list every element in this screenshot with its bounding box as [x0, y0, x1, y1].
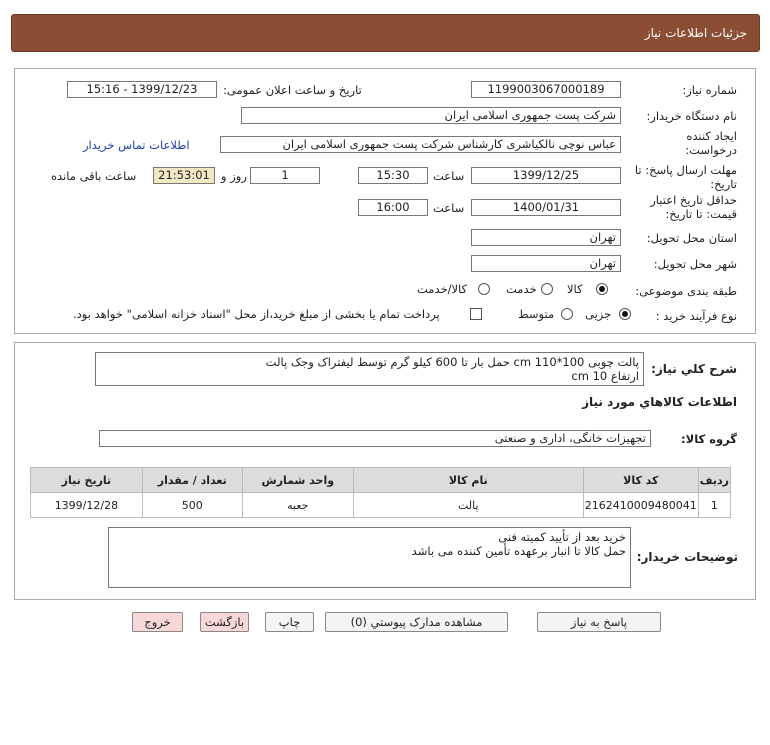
- treasury-checkbox[interactable]: [470, 308, 482, 320]
- cell-row: 1: [698, 493, 730, 518]
- goods-table-header: [31, 468, 731, 493]
- creator-label: ایجاد کننده درخواست:: [685, 129, 737, 157]
- col-code: کد کالا: [583, 468, 698, 493]
- contact-info-link[interactable]: اطلاعات تماس خریدار: [83, 138, 190, 152]
- view-documents-button[interactable]: مشاهده مدارک پیوستي (0): [325, 612, 508, 632]
- goods-group-label: گروه کالا:: [681, 432, 737, 446]
- treasury-text: پرداخت تمام یا بخشی از مبلغ خرید،از محل "اسناد خزانه اسلامی" خواهد بود.: [73, 307, 440, 321]
- buyer-notes-textarea: [108, 527, 631, 588]
- need-info-panel: [14, 68, 756, 334]
- cell-date: 1399/12/28: [31, 493, 143, 518]
- category-label: طبقه بندی موضوعی:: [635, 284, 737, 298]
- validity-time-label: ساعت: [433, 201, 465, 215]
- deadline-date-field: 1399/12/25: [471, 167, 621, 184]
- summary-label: شرح کلي نیاز:: [651, 362, 737, 376]
- category-service-label: خدمت: [506, 282, 537, 296]
- category-radio-goods[interactable]: [596, 283, 608, 295]
- col-unit: واحد شمارش: [242, 468, 353, 493]
- deadline-label: مهلت ارسال پاسخ: تا تاریخ:: [634, 163, 737, 191]
- city-field: تهران: [471, 255, 621, 272]
- print-button[interactable]: چاپ: [265, 612, 314, 632]
- process-radio-medium[interactable]: [561, 308, 573, 320]
- city-label: شهر محل تحویل:: [653, 257, 737, 271]
- cell-name: پالت: [353, 493, 583, 518]
- col-row: ردیف: [698, 468, 730, 493]
- reply-button[interactable]: پاسخ به نیاز: [537, 612, 661, 632]
- province-label: استان محل تحویل:: [646, 231, 737, 245]
- process-label: نوع فرآیند خرید :: [655, 309, 737, 323]
- buyer-notes-label: توضیحات خریدار:: [636, 550, 738, 564]
- cell-quantity: 500: [142, 493, 242, 518]
- goods-table: [30, 467, 731, 518]
- category-radio-service[interactable]: [541, 283, 553, 295]
- goods-section-title: اطلاعات کالاهاي مورد نیاز: [582, 395, 737, 409]
- need-number-field: 1199003067000189: [471, 81, 621, 98]
- days-field: 1: [250, 167, 320, 184]
- summary-line-2: ارتفاع 10 cm: [571, 369, 639, 383]
- process-minor-label: جزیی: [585, 307, 612, 321]
- category-radio-goods-service[interactable]: [478, 283, 490, 295]
- page-header: [11, 14, 760, 52]
- buyer-notes-line-2: حمل کالا تا انبار برعهده تأمین کننده می باشد: [411, 544, 626, 558]
- col-quantity: تعداد / مقدار: [142, 468, 242, 493]
- exit-button[interactable]: خروج: [132, 612, 183, 632]
- summary-textarea: [95, 352, 644, 386]
- province-field: تهران: [471, 229, 621, 246]
- category-goods-label: کالا: [567, 282, 583, 296]
- validity-date-field: 1400/01/31: [471, 199, 621, 216]
- buyer-org-label: نام دستگاه خریدار:: [646, 109, 737, 123]
- back-button[interactable]: بازگشت: [200, 612, 249, 632]
- remaining-label: ساعت باقی مانده: [51, 169, 137, 183]
- table-row: [31, 493, 731, 518]
- page-title: جزئیات اطلاعات نیاز: [644, 26, 747, 40]
- cell-code: 2162410009480041: [583, 493, 698, 518]
- validity-label: حداقل تاریخ اعتبار قیمت: تا تاریخ:: [650, 193, 737, 221]
- category-goods-service-label: کالا/خدمت: [417, 282, 468, 296]
- summary-line-1: پالت چوبی 100*110 cm حمل بار تا 600 کیلو گرم توسط لیفتراک وجک پالت: [265, 355, 639, 369]
- announce-field: 1399/12/23 - 15:16: [67, 81, 217, 98]
- cell-unit: جعبه: [242, 493, 353, 518]
- remaining-time-field: 21:53:01: [153, 167, 215, 184]
- buyer-org-field: شرکت پست جمهوری اسلامی ایران: [241, 107, 621, 124]
- goods-group-field: تجهیزات خانگی، اداری و صنعتی: [99, 430, 651, 447]
- buyer-notes-line-1: خرید بعد از تأیید کمیته فنی: [498, 530, 626, 544]
- days-label: روز و: [221, 169, 247, 183]
- announce-label: تاریخ و ساعت اعلان عمومی:: [223, 83, 362, 97]
- need-number-label: شماره نیاز:: [682, 83, 737, 97]
- deadline-time-field: 15:30: [358, 167, 428, 184]
- deadline-time-label: ساعت: [433, 169, 465, 183]
- col-name: نام کالا: [353, 468, 583, 493]
- process-radio-minor[interactable]: [619, 308, 631, 320]
- process-medium-label: متوسط: [518, 307, 555, 321]
- col-date: تاریخ نیاز: [31, 468, 143, 493]
- creator-field: عباس نوچی نالکیاشری کارشناس شرکت پست جمهوری اسلامی ایران: [220, 136, 621, 153]
- validity-time-field: 16:00: [358, 199, 428, 216]
